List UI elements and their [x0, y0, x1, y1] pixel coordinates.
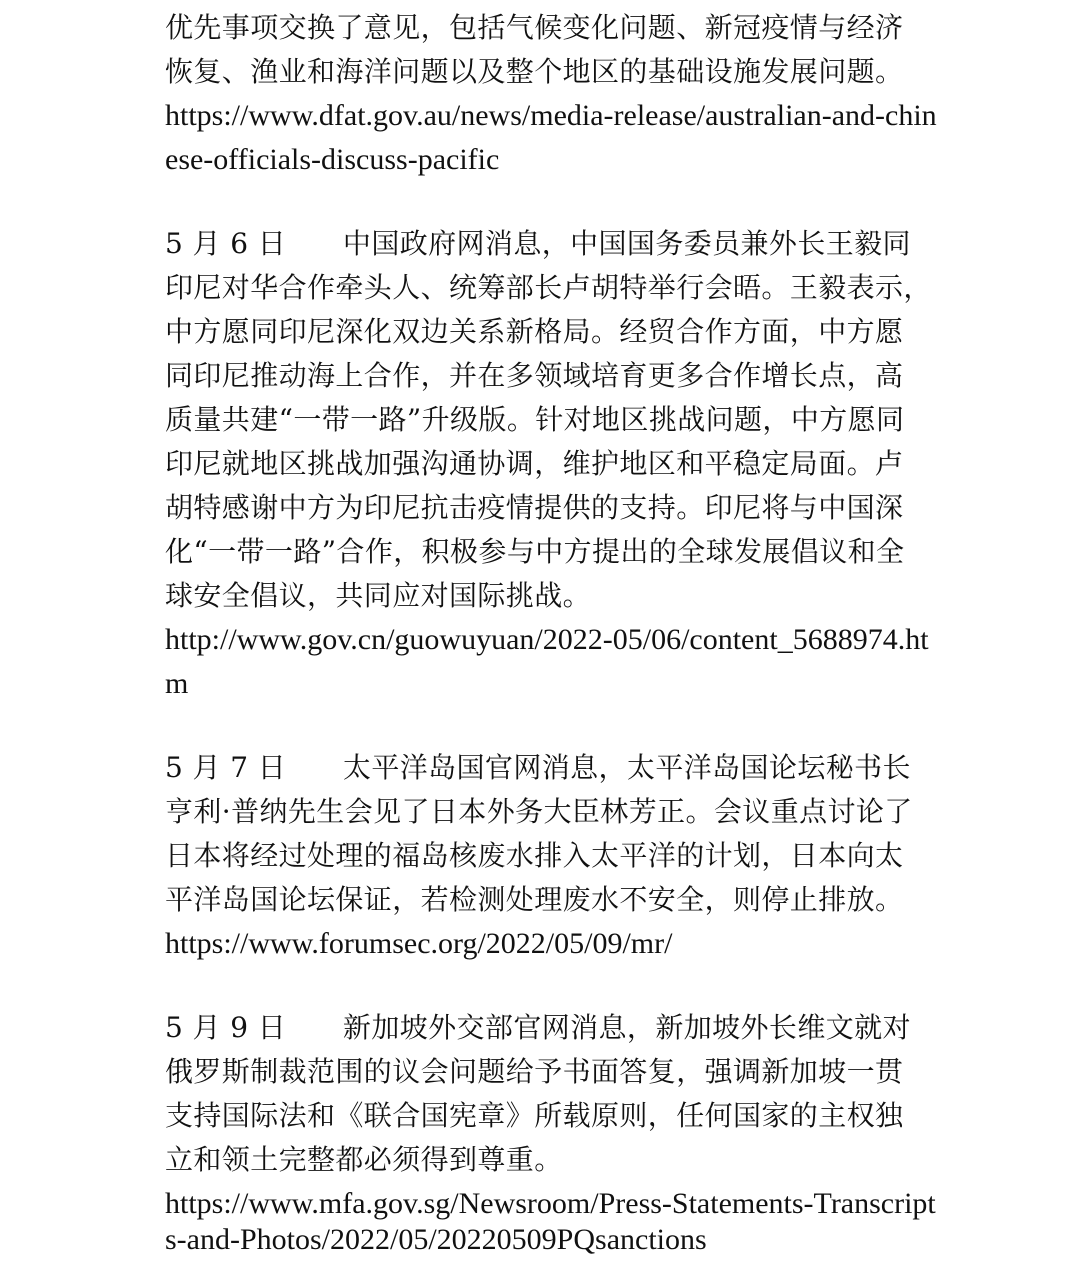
entry-2-line-9: 球安全倡议，共同应对国际挑战。	[165, 579, 592, 612]
entry-2-line-5: 质量共建“一带一路”升级版。针对地区挑战问题，中方愿同	[165, 403, 905, 436]
entry-2-line-8: 化“一带一路”合作，积极参与中方提出的全球发展倡议和全	[165, 535, 905, 568]
entry-1-url-line-2[interactable]: ese-officials-discuss-pacific	[165, 143, 500, 176]
entry-1-url-line-1[interactable]: https://www.dfat.gov.au/news/media-release/australian-and-chin	[165, 99, 937, 132]
entry-1-line-1: 优先事项交换了意见，包括气候变化问题、新冠疫情与经济	[165, 11, 904, 44]
entry-4-url-line-1[interactable]: https://www.mfa.gov.sg/Newsroom/Press-Statements-Transcript	[165, 1187, 936, 1220]
entry-2-line-3: 中方愿同印尼深化双边关系新格局。经贸合作方面，中方愿	[165, 315, 904, 348]
entry-2-line-2: 印尼对华合作牵头人、统筹部长卢胡特举行会晤。王毅表示，	[165, 271, 932, 304]
entry-4-line-1: 5 月 9 日 新加坡外交部官网消息，新加坡外长维文就对	[165, 1011, 911, 1044]
entry-1-line-2: 恢复、渔业和海洋问题以及整个地区的基础设施发展问题。	[165, 55, 904, 88]
entry-4-line-3: 支持国际法和《联合国宪章》所载原则，任何国家的主权独	[165, 1099, 904, 1132]
entry-4-line-2: 俄罗斯制裁范围的议会问题给予书面答复，强调新加坡一贯	[165, 1055, 904, 1088]
entry-3-url-line-1[interactable]: https://www.forumsec.org/2022/05/09/mr/	[165, 927, 673, 960]
entry-3-line-1: 5 月 7 日 太平洋岛国官网消息，太平洋岛国论坛秘书长	[165, 751, 911, 784]
entry-3-line-2: 亨利·普纳先生会见了日本外务大臣林芳正。会议重点讨论了	[165, 795, 913, 828]
entry-4-line-4: 立和领土完整都必须得到尊重。	[165, 1143, 563, 1176]
entry-2-url-line-1[interactable]: http://www.gov.cn/guowuyuan/2022-05/06/content_5688974.ht	[165, 623, 929, 656]
entry-2-line-7: 胡特感谢中方为印尼抗击疫情提供的支持。印尼将与中国深	[165, 491, 904, 524]
entry-3-line-4: 平洋岛国论坛保证，若检测处理废水不安全，则停止排放。	[165, 883, 904, 916]
entry-2-url-line-2[interactable]: m	[165, 667, 189, 700]
entry-2-line-6: 印尼就地区挑战加强沟通协调，维护地区和平稳定局面。卢	[165, 447, 904, 480]
entry-4-url-line-2[interactable]: s-and-Photos/2022/05/20220509PQsanctions	[165, 1223, 707, 1256]
entry-2-line-4: 同印尼推动海上合作，并在多领域培育更多合作增长点，高	[165, 359, 904, 392]
entry-2-line-1: 5 月 6 日 中国政府网消息，中国国务委员兼外长王毅同	[165, 227, 911, 260]
entry-3-line-3: 日本将经过处理的福岛核废水排入太平洋的计划，日本向太	[165, 839, 904, 872]
